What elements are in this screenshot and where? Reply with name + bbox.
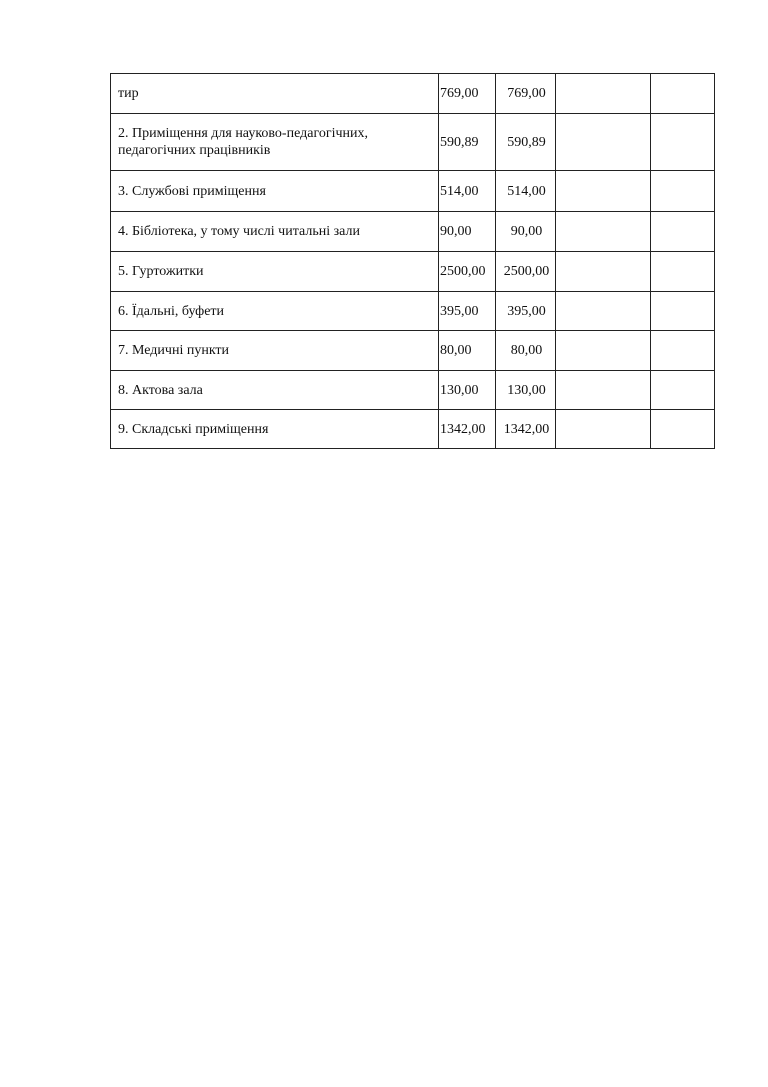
facility-name-cell: 8. Актова зала: [111, 371, 439, 410]
empty-cell: [556, 371, 651, 410]
facilities-area-table: [110, 73, 715, 449]
area-value-cell: 1342,00: [496, 410, 556, 449]
table-row: [111, 74, 715, 114]
empty-cell: [651, 114, 715, 171]
empty-cell: [556, 74, 651, 114]
table-row: [111, 252, 715, 292]
area-value-cell: 1342,00: [439, 410, 496, 449]
facility-name-cell: 5. Гуртожитки: [111, 252, 439, 292]
table-row: [111, 212, 715, 252]
area-value-cell: 2500,00: [439, 252, 496, 292]
empty-cell: [556, 171, 651, 212]
area-value-cell: 80,00: [496, 331, 556, 371]
table-row: [111, 292, 715, 331]
empty-cell: [556, 292, 651, 331]
area-value-cell: 90,00: [439, 212, 496, 252]
facility-name-cell: 4. Бібліотека, у тому числі читальні зали: [111, 212, 439, 252]
empty-cell: [651, 74, 715, 114]
empty-cell: [651, 171, 715, 212]
table-row: [111, 410, 715, 449]
empty-cell: [651, 331, 715, 371]
area-value-cell: 769,00: [439, 74, 496, 114]
empty-cell: [651, 212, 715, 252]
area-value-cell: 130,00: [439, 371, 496, 410]
empty-cell: [556, 212, 651, 252]
facility-name-cell: тир: [111, 74, 439, 114]
facility-name-cell: 7. Медичні пункти: [111, 331, 439, 371]
empty-cell: [556, 114, 651, 171]
table-row: [111, 331, 715, 371]
facility-name-cell: 9. Складські приміщення: [111, 410, 439, 449]
area-value-cell: 2500,00: [496, 252, 556, 292]
table-row: [111, 114, 715, 171]
facility-name-cell: 2. Приміщення для науково-педагогічних, педагогічних працівників: [111, 114, 439, 171]
empty-cell: [556, 410, 651, 449]
empty-cell: [556, 252, 651, 292]
area-value-cell: 90,00: [496, 212, 556, 252]
empty-cell: [651, 292, 715, 331]
empty-cell: [651, 410, 715, 449]
area-value-cell: 514,00: [496, 171, 556, 212]
table-row: [111, 371, 715, 410]
area-value-cell: 395,00: [496, 292, 556, 331]
table-row: [111, 171, 715, 212]
area-value-cell: 514,00: [439, 171, 496, 212]
area-value-cell: 80,00: [439, 331, 496, 371]
facility-name-cell: 6. Їдальні, буфети: [111, 292, 439, 331]
empty-cell: [651, 371, 715, 410]
facility-name-cell: 3. Службові приміщення: [111, 171, 439, 212]
area-value-cell: 395,00: [439, 292, 496, 331]
empty-cell: [556, 331, 651, 371]
area-value-cell: 590,89: [439, 114, 496, 171]
empty-cell: [651, 252, 715, 292]
area-value-cell: 769,00: [496, 74, 556, 114]
area-value-cell: 590,89: [496, 114, 556, 171]
area-value-cell: 130,00: [496, 371, 556, 410]
